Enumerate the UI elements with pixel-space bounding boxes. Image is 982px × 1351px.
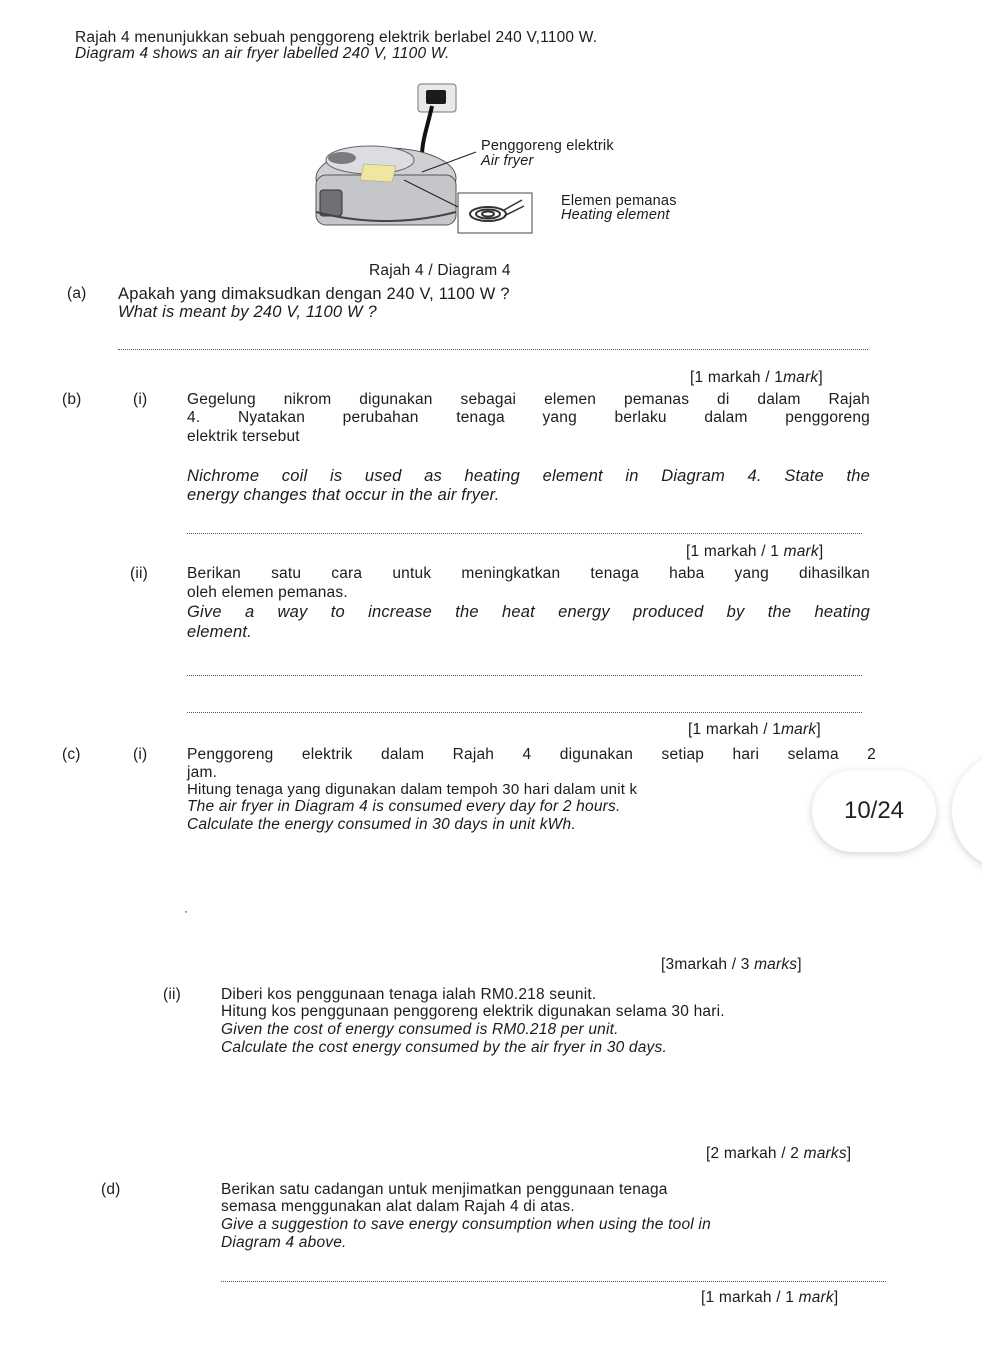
label-fryer-en: Air fryer <box>481 153 534 169</box>
answer-line-d[interactable] <box>221 1281 886 1282</box>
question-b-i-ms-3: elektrik tersebut <box>187 428 300 445</box>
question-d-en-2: Diagram 4 above. <box>221 1234 347 1251</box>
answer-line-b-ii-1[interactable] <box>187 675 862 676</box>
answer-line-b-i[interactable] <box>187 533 862 534</box>
question-d-en-1: Give a suggestion to save energy consumption when using the tool in <box>221 1216 711 1233</box>
marks-b-ii: [1 markah / 1mark] <box>688 721 821 738</box>
label-fryer-ms: Penggoreng elektrik <box>481 138 614 154</box>
question-c-i-label: (i) <box>133 746 148 763</box>
question-c-i-ms-2: jam. <box>187 764 218 781</box>
page-counter-badge[interactable]: 10/24 <box>812 770 936 852</box>
question-b-ii-en-2: element. <box>187 623 252 641</box>
viewer-edge-bubble <box>952 752 982 870</box>
question-b-i-ms-2: 4. Nyatakan perubahan tenaga yang berlaku dalam penggoreng <box>187 409 870 426</box>
label-element-en: Heating element <box>561 207 670 223</box>
question-d-ms-1: Berikan satu cadangan untuk menjimatkan penggunaan tenaga <box>221 1181 668 1198</box>
question-c-i-ms-3: Hitung tenaga yang digunakan dalam tempoh 30 hari dalam unit k <box>187 781 638 798</box>
marks-c-i: [3markah / 3 marks] <box>661 956 802 973</box>
question-b-i-ms-1: Gegelung nikrom digunakan sebagai elemen pemanas di dalam Rajah <box>187 391 870 408</box>
heating-element-icon <box>458 193 532 233</box>
answer-line-b-ii-2[interactable] <box>187 712 862 713</box>
question-d-ms-2: semasa menggunakan alat dalam Rajah 4 di atas. <box>221 1198 575 1215</box>
stray-mark: · <box>184 904 189 918</box>
question-b-i-en-2: energy changes that occur in the air fryer. <box>187 486 500 504</box>
intro-line-en: Diagram 4 shows an air fryer labelled 240 V, 1100 W. <box>75 45 450 62</box>
wall-socket-icon <box>418 84 456 112</box>
question-b-label: (b) <box>62 391 82 408</box>
answer-line-a[interactable] <box>118 349 868 350</box>
question-c-ii-en-2: Calculate the cost energy consumed by the air fryer in 30 days. <box>221 1039 667 1056</box>
air-fryer-icon <box>316 146 456 225</box>
marks-d: [1 markah / 1 mark] <box>701 1289 839 1306</box>
question-c-ii-en-1: Given the cost of energy consumed is RM0.218 per unit. <box>221 1021 619 1038</box>
question-c-ii-ms-1: Diberi kos penggunaan tenaga ialah RM0.218 seunit. <box>221 986 597 1003</box>
question-c-ii-label: (ii) <box>163 986 182 1003</box>
question-c-i-ms-1: Penggoreng elektrik dalam Rajah 4 digunakan setiap hari selama 2 <box>187 746 876 763</box>
marks-b-i: [1 markah / 1 mark] <box>686 543 824 560</box>
question-c-label: (c) <box>62 746 81 763</box>
question-a-label: (a) <box>67 285 87 302</box>
question-b-ii-label: (ii) <box>130 565 149 582</box>
question-d-label: (d) <box>101 1181 121 1198</box>
question-c-i-en-2: Calculate the energy consumed in 30 days in unit kWh. <box>187 816 576 833</box>
question-b-ii-ms-2: oleh elemen pemanas. <box>187 584 348 601</box>
marks-a: [1 markah / 1mark] <box>690 369 823 386</box>
diagram-caption: Rajah 4 / Diagram 4 <box>369 262 511 279</box>
question-b-i-en-1: Nichrome coil is used as heating element in Diagram 4. State the <box>187 467 870 485</box>
marks-c-ii: [2 markah / 2 marks] <box>706 1145 852 1162</box>
question-a-text-en: What is meant by 240 V, 1100 W ? <box>118 303 377 321</box>
power-cable <box>422 106 432 156</box>
question-b-ii-en-1: Give a way to increase the heat energy produced by the heating <box>187 603 870 621</box>
question-c-i-en-1: The air fryer in Diagram 4 is consumed every day for 2 hours. <box>187 798 621 815</box>
label-element-ms: Elemen pemanas <box>561 193 677 209</box>
intro-line-ms: Rajah 4 menunjukkan sebuah penggoreng elektrik berlabel 240 V,1100 W. <box>75 29 598 46</box>
question-b-ii-ms-1: Berikan satu cara untuk meningkatkan tenaga haba yang dihasilkan <box>187 565 870 582</box>
question-b-i-label: (i) <box>133 391 148 408</box>
question-c-ii-ms-2: Hitung kos penggunaan penggoreng elektrik digunakan selama 30 hari. <box>221 1003 725 1020</box>
question-a-text-ms: Apakah yang dimaksudkan dengan 240 V, 1100 W ? <box>118 285 510 303</box>
